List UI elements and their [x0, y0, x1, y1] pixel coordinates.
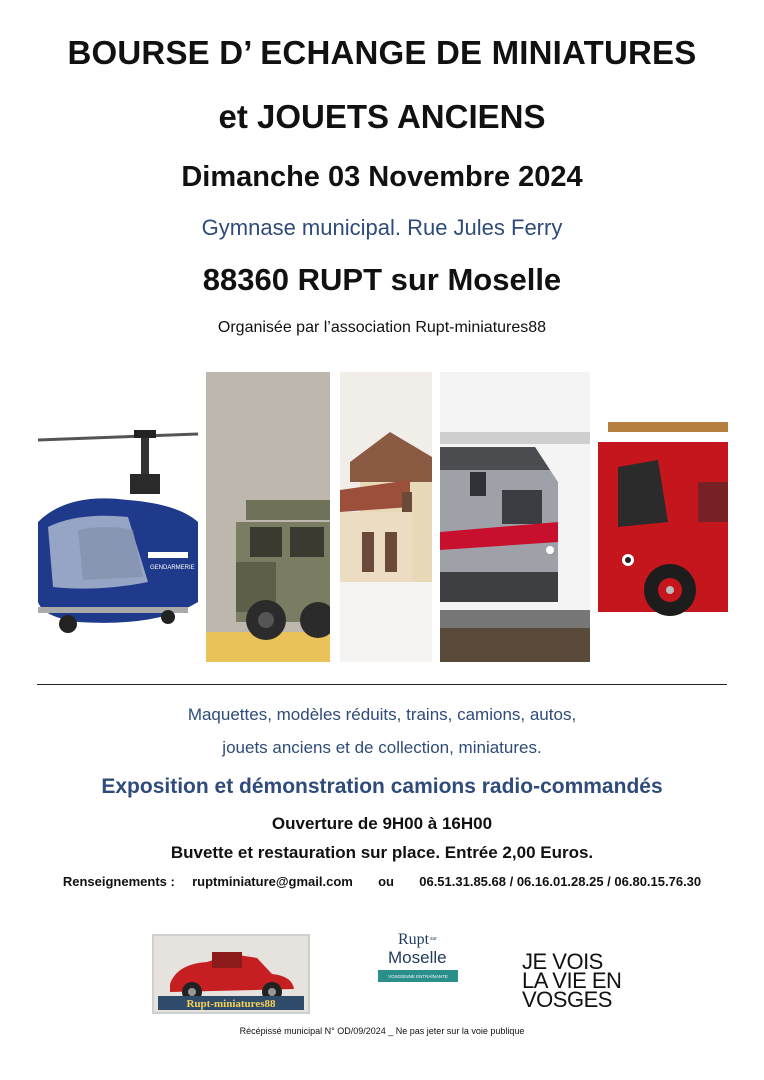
title-line-2: et JOUETS ANCIENS — [218, 98, 546, 135]
items-line-2: jouets anciens et de collection, miniatures. — [222, 738, 542, 757]
military-truck-photo — [206, 372, 330, 662]
photo-strip — [38, 372, 728, 664]
refreshments-line: Buvette et restauration sur place. Entrée 2,00 Euros. — [170, 843, 594, 862]
event-date: Dimanche 03 Novembre 2024 — [181, 161, 583, 193]
or-word: ou — [378, 874, 394, 889]
venue-address: Gymnase municipal. Rue Jules Ferry — [201, 215, 563, 240]
city: 88360 RUPT sur Moselle — [202, 262, 562, 297]
organizer: Organisée par l’association Rupt-miniatures88 — [217, 319, 547, 336]
info-label: Renseignements : — [62, 874, 175, 889]
town-logo-word1: Rupt — [398, 931, 430, 948]
title-line-1: BOURSE D’ ECHANGE DE MINIATURES — [67, 34, 697, 71]
exhibition-line: Exposition et démonstration camions radio-commandés — [101, 775, 663, 798]
opening-hours: Ouverture de 9H00 à 16H00 — [271, 814, 493, 833]
town-logo-tagline: VOSGIENNE ENTRAÎNANTE — [388, 974, 448, 979]
train-station-photo — [340, 372, 432, 662]
divider — [37, 684, 727, 685]
town-logo — [378, 926, 458, 986]
fire-truck-photo — [598, 412, 728, 642]
club-logo — [152, 934, 310, 1014]
vosges-logo — [522, 949, 622, 1014]
helicopter-photo — [38, 412, 198, 652]
town-logo-small: sur — [430, 936, 437, 942]
club-logo-text: Rupt-miniatures88 — [186, 998, 276, 1010]
footer-note: Récépissé municipal N° OD/09/2024 _ Ne pas jeter sur la voie publique — [239, 1026, 525, 1036]
town-logo-word2: Moselle — [388, 948, 447, 967]
items-line-1: Maquettes, modèles réduits, trains, camions, autos, — [187, 705, 577, 724]
contact-line — [0, 874, 764, 889]
vosges-logo-line2: LA VIE EN — [522, 968, 622, 993]
locomotive-photo — [440, 372, 590, 662]
vosges-logo-line1: JE VOIS — [522, 949, 603, 974]
helicopter-decal: GENDARMERIE — [150, 565, 195, 571]
contact-email[interactable]: ruptminiature@gmail.com — [192, 874, 353, 889]
vosges-logo-line3: VOSGES — [522, 987, 612, 1012]
contact-phones: 06.51.31.85.68 / 06.16.01.28.25 / 06.80.15.76.30 — [419, 874, 702, 889]
